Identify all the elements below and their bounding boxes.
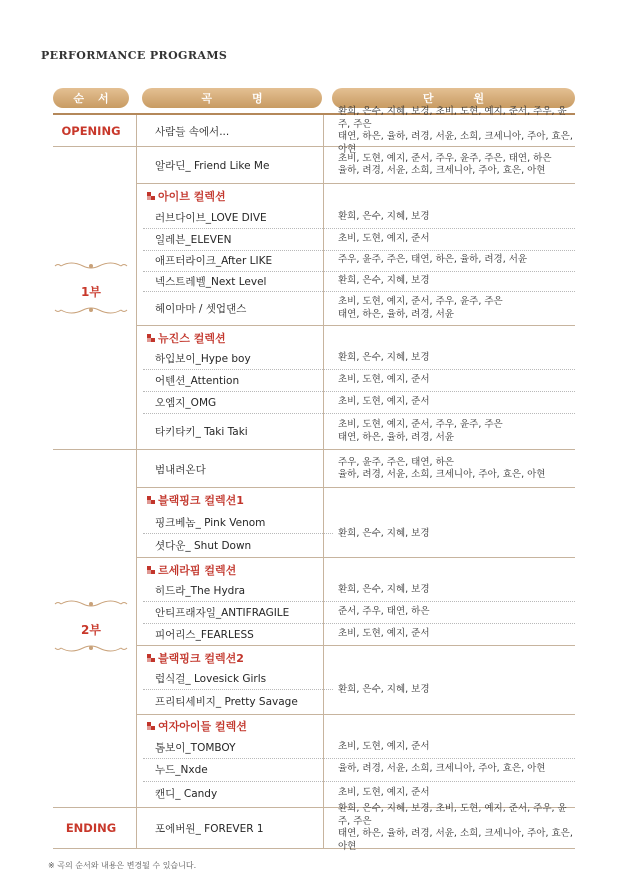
collection-title xyxy=(147,717,247,735)
song-title: 넥스트레벨_Next Level xyxy=(155,275,267,288)
act-label: 2부 xyxy=(81,623,101,637)
members-line: 태연, 하은, 율하, 려경, 서윤 xyxy=(338,431,454,443)
collection-marker-icon xyxy=(147,496,155,504)
members-cell: 준서, 주우, 태연, 하은 xyxy=(338,605,430,617)
opening-label: OPENING xyxy=(61,124,121,138)
members-cell xyxy=(338,147,578,183)
song-title: 하입보이_Hype boy xyxy=(155,353,251,365)
header-order: 순서 xyxy=(53,88,129,108)
song-title: 프리티세비지_ Pretty Savage xyxy=(155,696,298,708)
row-divider xyxy=(136,557,575,558)
collection-title xyxy=(147,649,244,667)
members-line: 태연, 하은, 율하, 려경, 서윤, 소희, 크세니아, 주아, 효은, 아현 xyxy=(338,131,573,155)
members-line: 율하, 려경, 서윤, 소희, 크세니아, 주아, 효은, 아현 xyxy=(338,469,546,480)
header-song: 곡명 xyxy=(142,88,322,108)
members-cell: 초비, 도현, 예지, 준서 xyxy=(338,740,430,752)
members-line: 초비, 도현, 예지, 준서, 주우, 윤주, 주은, 태연, 하은 xyxy=(338,152,552,164)
members-cell: 초비, 도현, 예지, 준서 xyxy=(338,787,430,799)
members-line: 율하, 려경, 서윤, 소희, 크세니아, 주아, 효은, 아현 xyxy=(338,165,546,176)
ornament-bottom-icon xyxy=(53,303,129,317)
song-title: 러브다이브_LOVE DIVE xyxy=(155,211,267,224)
song-title: 범내려온다 xyxy=(155,463,206,476)
collection-marker-icon xyxy=(147,192,155,200)
collection-title xyxy=(147,561,236,579)
song-title: 핑크베놈_ Pink Venom xyxy=(155,517,266,529)
members-cell: 환희, 은수, 지혜, 보경 xyxy=(338,352,430,364)
song-title: 럽식걸_ Lovesick Girls xyxy=(155,673,267,685)
members-line: 환희, 은수, 지혜, 보경, 초비, 도현, 예지, 준서, 주우, 윤주, 주은 xyxy=(338,106,567,130)
song-title: 어텐션_Attention xyxy=(155,374,240,387)
members-line: 초비, 도현, 예지, 준서, 주우, 윤주, 주은 xyxy=(338,419,503,430)
members-cell: 주우, 윤주, 주은, 태연, 하은, 율하, 려경, 서윤 xyxy=(338,254,528,266)
collection-marker-icon xyxy=(147,566,155,574)
song-title: 타키타키_ Taki Taki xyxy=(155,426,248,438)
members-cell: 환희, 은수, 지혜, 보경 xyxy=(338,684,430,696)
members-cell xyxy=(338,451,578,487)
collection-title-text: 블랙핑크 컬렉션1 xyxy=(158,494,244,507)
ornament-bottom-icon xyxy=(53,641,129,655)
page-title: PERFORMANCE PROGRAMS xyxy=(41,49,228,62)
collection-title-text: 블랙핑크 컬렉션2 xyxy=(158,652,244,665)
collection-title-text: 뉴진스 컬렉션 xyxy=(158,332,226,345)
members-cell: 환희, 은수, 지혜, 보경 xyxy=(338,584,430,596)
header-members: 단원 xyxy=(332,88,575,108)
members-line: 태연, 하은, 율하, 려경, 서윤 xyxy=(338,308,454,320)
song-title: 히드라_The Hydra xyxy=(155,585,246,597)
song-title: 톰보이_TOMBOY xyxy=(155,741,236,754)
song-title: 헤이마마 / 셋업댄스 xyxy=(155,303,247,315)
song-title: 포에버원_ FOREVER 1 xyxy=(155,822,264,835)
members-cell xyxy=(338,414,578,449)
members-cell: 초비, 도현, 예지, 준서 xyxy=(338,395,430,407)
column-divider-left xyxy=(136,115,137,848)
song-title: 사람들 속에서... xyxy=(155,125,230,138)
song-title: 알라딘_ Friend Like Me xyxy=(155,159,270,172)
collection-marker-icon xyxy=(147,722,155,730)
members-cell: 환희, 은수, 지혜, 보경 xyxy=(338,527,430,539)
row-divider xyxy=(136,325,575,326)
row-divider xyxy=(136,183,575,184)
song-title: 피어리스_FEARLESS xyxy=(155,628,254,641)
members-cell: 초비, 도현, 예지, 준서 xyxy=(338,232,430,244)
members-cell: 초비, 도현, 예지, 준서 xyxy=(338,373,430,385)
collection-title xyxy=(147,187,226,205)
row-divider xyxy=(136,645,575,646)
song-title: 누드_Nxde xyxy=(155,764,208,776)
members-cell xyxy=(338,803,578,852)
song-title: 일레븐_ELEVEN xyxy=(155,233,232,246)
collection-title-text: 르세라핌 컬렉션 xyxy=(158,564,237,577)
ending-label: ENDING xyxy=(65,821,117,835)
collection-title xyxy=(147,329,226,347)
members-cell xyxy=(338,106,578,155)
members-line: 초비, 도현, 예지, 준서, 주우, 윤주, 주은 xyxy=(338,296,503,307)
row-divider xyxy=(136,714,575,715)
column-divider-right xyxy=(323,115,324,848)
footnote: ※ 곡의 순서와 내용은 변경될 수 있습니다. xyxy=(48,861,197,870)
collection-title xyxy=(147,491,244,509)
members-cell: 율하, 려경, 서윤, 소희, 크세니아, 주아, 효은, 아현 xyxy=(338,763,546,775)
collection-title-text: 아이브 컬렉션 xyxy=(158,190,226,203)
members-line: 주우, 윤주, 주은, 태연, 하은 xyxy=(338,456,454,468)
collection-marker-icon xyxy=(147,654,155,662)
members-line: 태연, 하은, 율하, 려경, 서윤, 소희, 크세니아, 주아, 효은, 아현 xyxy=(338,828,573,852)
song-title: 안티프래자일_ANTIFRAGILE xyxy=(155,606,290,619)
act-divider xyxy=(53,449,575,450)
members-cell xyxy=(338,292,578,325)
ornament-top-icon xyxy=(53,597,129,611)
act-label: 1부 xyxy=(81,285,101,299)
song-title: 오엠지_OMG xyxy=(155,396,217,409)
members-cell: 환희, 은수, 지혜, 보경 xyxy=(338,274,430,286)
members-cell: 환희, 은수, 지혜, 보경 xyxy=(338,210,430,222)
song-title: 캔디_ Candy xyxy=(155,788,218,800)
row-divider xyxy=(136,487,575,488)
members-line: 환희, 은수, 지혜, 보경, 초비, 도현, 예지, 준서, 주우, 윤주, 주은 xyxy=(338,803,567,827)
collection-marker-icon xyxy=(147,334,155,342)
ornament-top-icon xyxy=(53,259,129,273)
song-title: 셧다운_ Shut Down xyxy=(155,539,252,552)
song-title: 애프터라이크_After LIKE xyxy=(155,255,273,267)
members-cell: 초비, 도현, 예지, 준서 xyxy=(338,627,430,639)
collection-title-text: 여자아이들 컬렉션 xyxy=(158,720,247,733)
